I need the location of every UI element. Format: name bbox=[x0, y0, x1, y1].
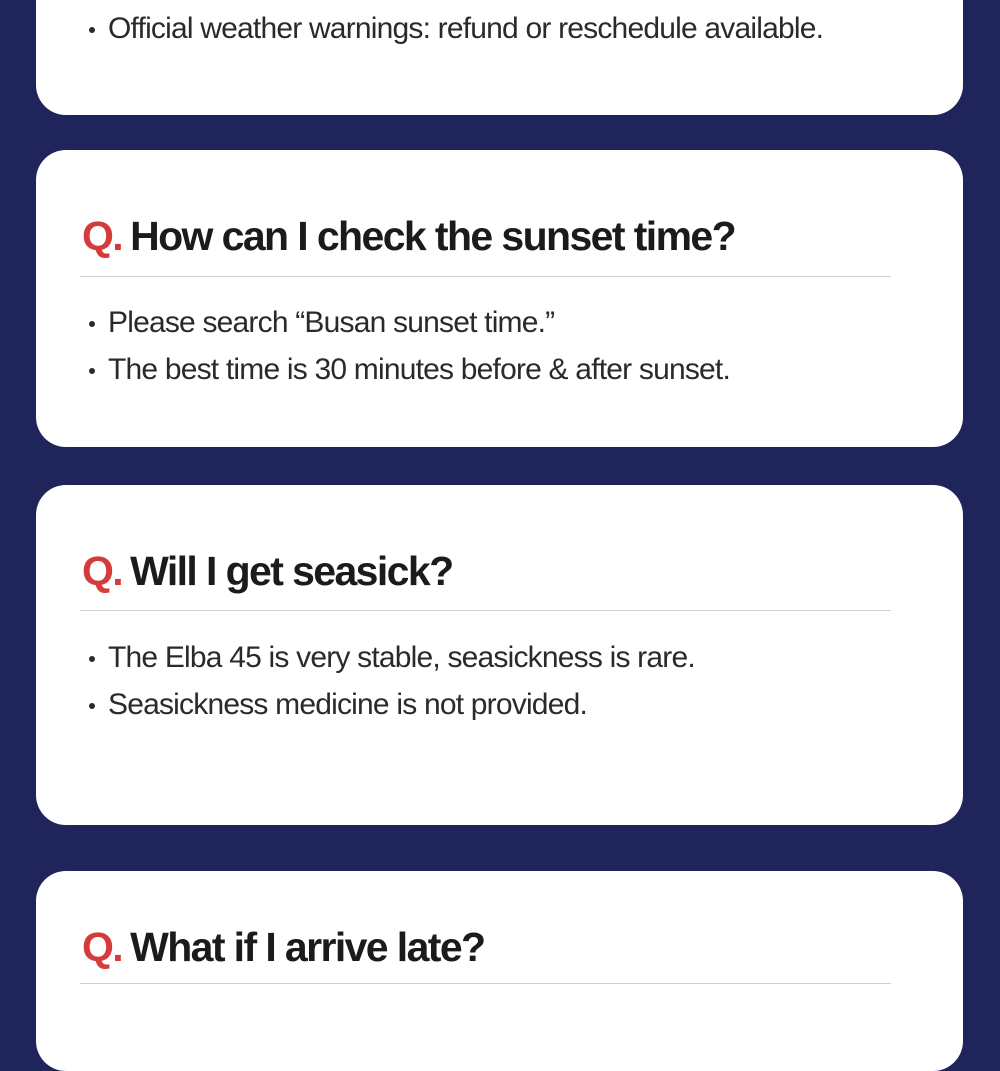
answer-list bbox=[86, 634, 695, 728]
answer-item: Please search “Busan sunset time.” bbox=[86, 299, 730, 346]
question-marker: Q. bbox=[82, 213, 123, 259]
question-marker: Q. bbox=[82, 924, 123, 970]
divider bbox=[80, 276, 891, 277]
answer-item: The Elba 45 is very stable, seasickness is rare. bbox=[86, 634, 695, 681]
question-text: Will I get seasick? bbox=[130, 548, 453, 594]
question-text: What if I arrive late? bbox=[130, 924, 485, 970]
faq-card-seasick bbox=[36, 485, 963, 825]
answer-list bbox=[86, 5, 823, 52]
faq-card-sunset bbox=[36, 150, 963, 447]
question-text: How can I check the sunset time? bbox=[130, 213, 736, 259]
question-heading bbox=[82, 924, 485, 970]
answer-item: Seasickness medicine is not provided. bbox=[86, 681, 695, 728]
faq-card-weather bbox=[36, 0, 963, 115]
question-heading bbox=[82, 213, 736, 259]
answer-item: The best time is 30 minutes before & after sunset. bbox=[86, 346, 730, 393]
question-heading bbox=[82, 548, 453, 594]
divider bbox=[80, 610, 891, 611]
answer-list bbox=[86, 299, 730, 393]
answer-item: Official weather warnings: refund or reschedule available. bbox=[86, 5, 823, 52]
question-marker: Q. bbox=[82, 548, 123, 594]
divider bbox=[80, 983, 891, 984]
faq-card-late-arrival bbox=[36, 871, 963, 1071]
